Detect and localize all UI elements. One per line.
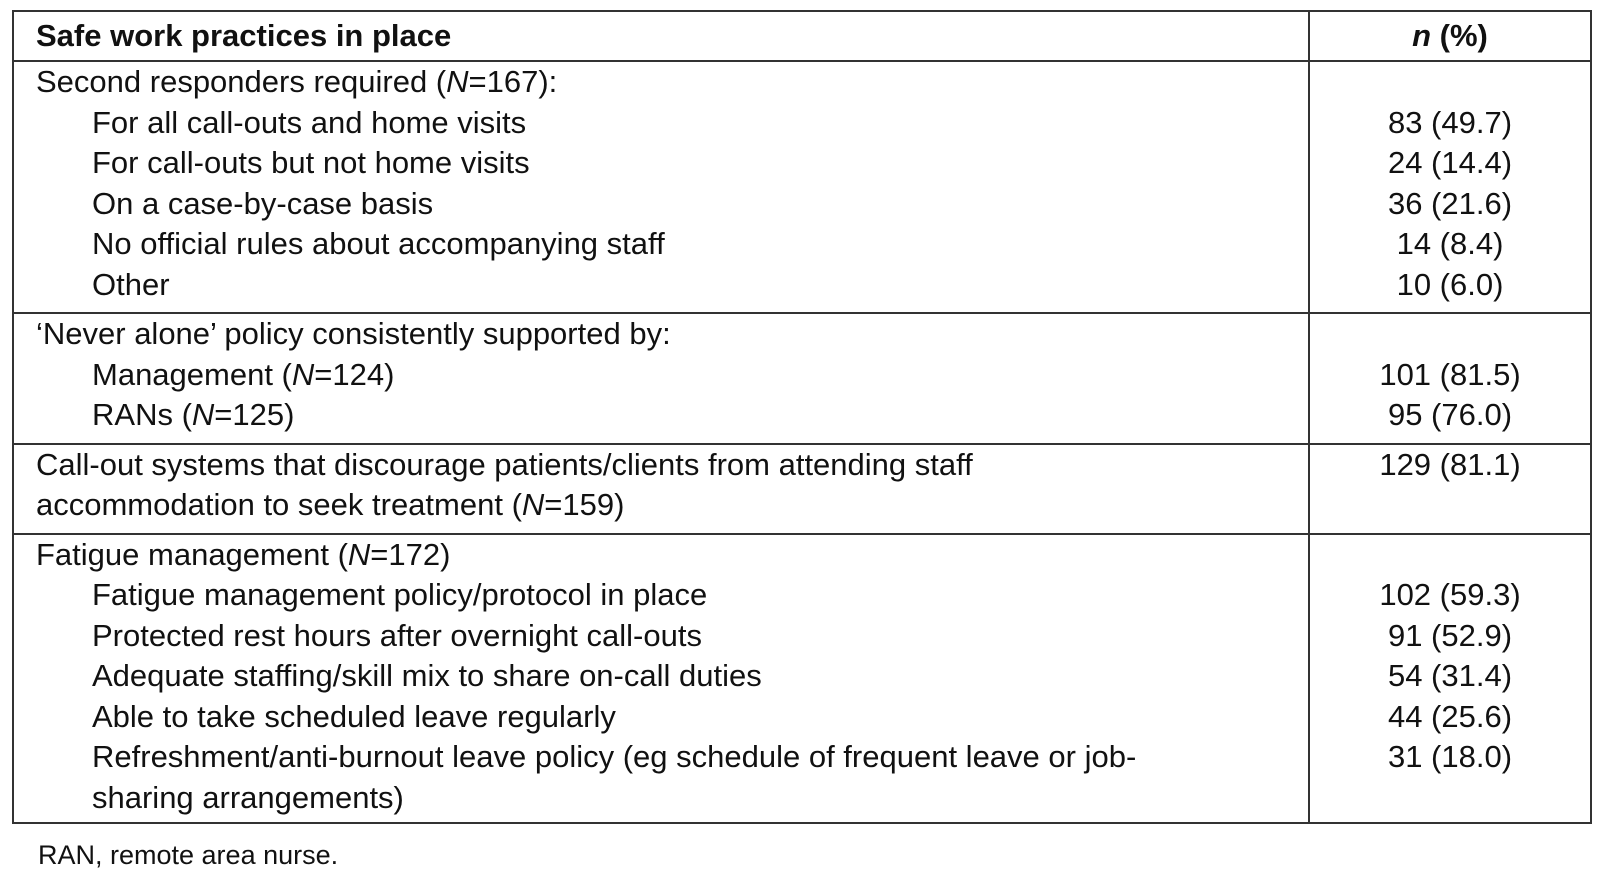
row-label: Protected rest hours after overnight call-outs [92, 617, 702, 653]
row-value: 44 (25.6) [1387, 698, 1513, 734]
group-fatigue-management [13, 534, 1591, 824]
row-value: 95 (76.0) [1387, 397, 1513, 432]
row-label: RANs (N=125) [92, 397, 295, 432]
group-title: Second responders required (N=167): [36, 64, 558, 99]
row-value: 101 (81.5) [1379, 356, 1521, 392]
row-value: 31 (18.0) [1387, 739, 1513, 774]
row-value: 24 (14.4) [1387, 145, 1513, 180]
row-label: Call-out systems that discourage patients/clients from attending staff [36, 446, 973, 482]
row-value: 36 (21.6) [1387, 185, 1513, 221]
safe-work-practices-table [12, 10, 1592, 824]
row-value: 91 (52.9) [1387, 617, 1513, 653]
row-label: Adequate staffing/skill mix to share on-call duties [92, 658, 762, 693]
percent-label: (%) [1431, 18, 1488, 53]
group-title: Fatigue management (N=172) [36, 536, 451, 572]
row-label: For all call-outs and home visits [92, 104, 527, 140]
group-second-responders [13, 61, 1591, 313]
row-label: Able to take scheduled leave regularly [92, 698, 616, 734]
n-symbol: n [1412, 18, 1432, 53]
table-footnote: RAN, remote area nurse. [38, 840, 339, 870]
row-label: Refreshment/anti-burnout leave policy (eg schedule of frequent leave or job- [92, 739, 1137, 774]
row-value: 54 (31.4) [1387, 658, 1513, 693]
header-n-percent [1309, 11, 1591, 61]
row-value: 14 (8.4) [1396, 226, 1504, 261]
header-practice: Safe work practices in place [13, 11, 1309, 61]
row-label: Other [92, 266, 170, 302]
row-value: 10 (6.0) [1396, 266, 1504, 302]
row-value: 102 (59.3) [1379, 577, 1521, 612]
row-value: 83 (49.7) [1387, 104, 1513, 140]
row-label: On a case-by-case basis [92, 185, 434, 221]
row-label-cont: sharing arrangements) [92, 779, 404, 815]
row-label: For call-outs but not home visits [92, 145, 530, 180]
group-call-out-systems [13, 444, 1591, 534]
row-value: 129 (81.1) [1379, 446, 1521, 482]
row-label: Management (N=124) [92, 356, 395, 392]
group-never-alone [13, 313, 1591, 444]
header-row [13, 11, 1591, 61]
row-label: No official rules about accompanying staff [92, 226, 665, 261]
group-title: ‘Never alone’ policy consistently supported by: [36, 316, 671, 351]
row-label: Fatigue management policy/protocol in place [92, 577, 708, 612]
row-label-cont: accommodation to seek treatment (N=159) [36, 487, 625, 522]
